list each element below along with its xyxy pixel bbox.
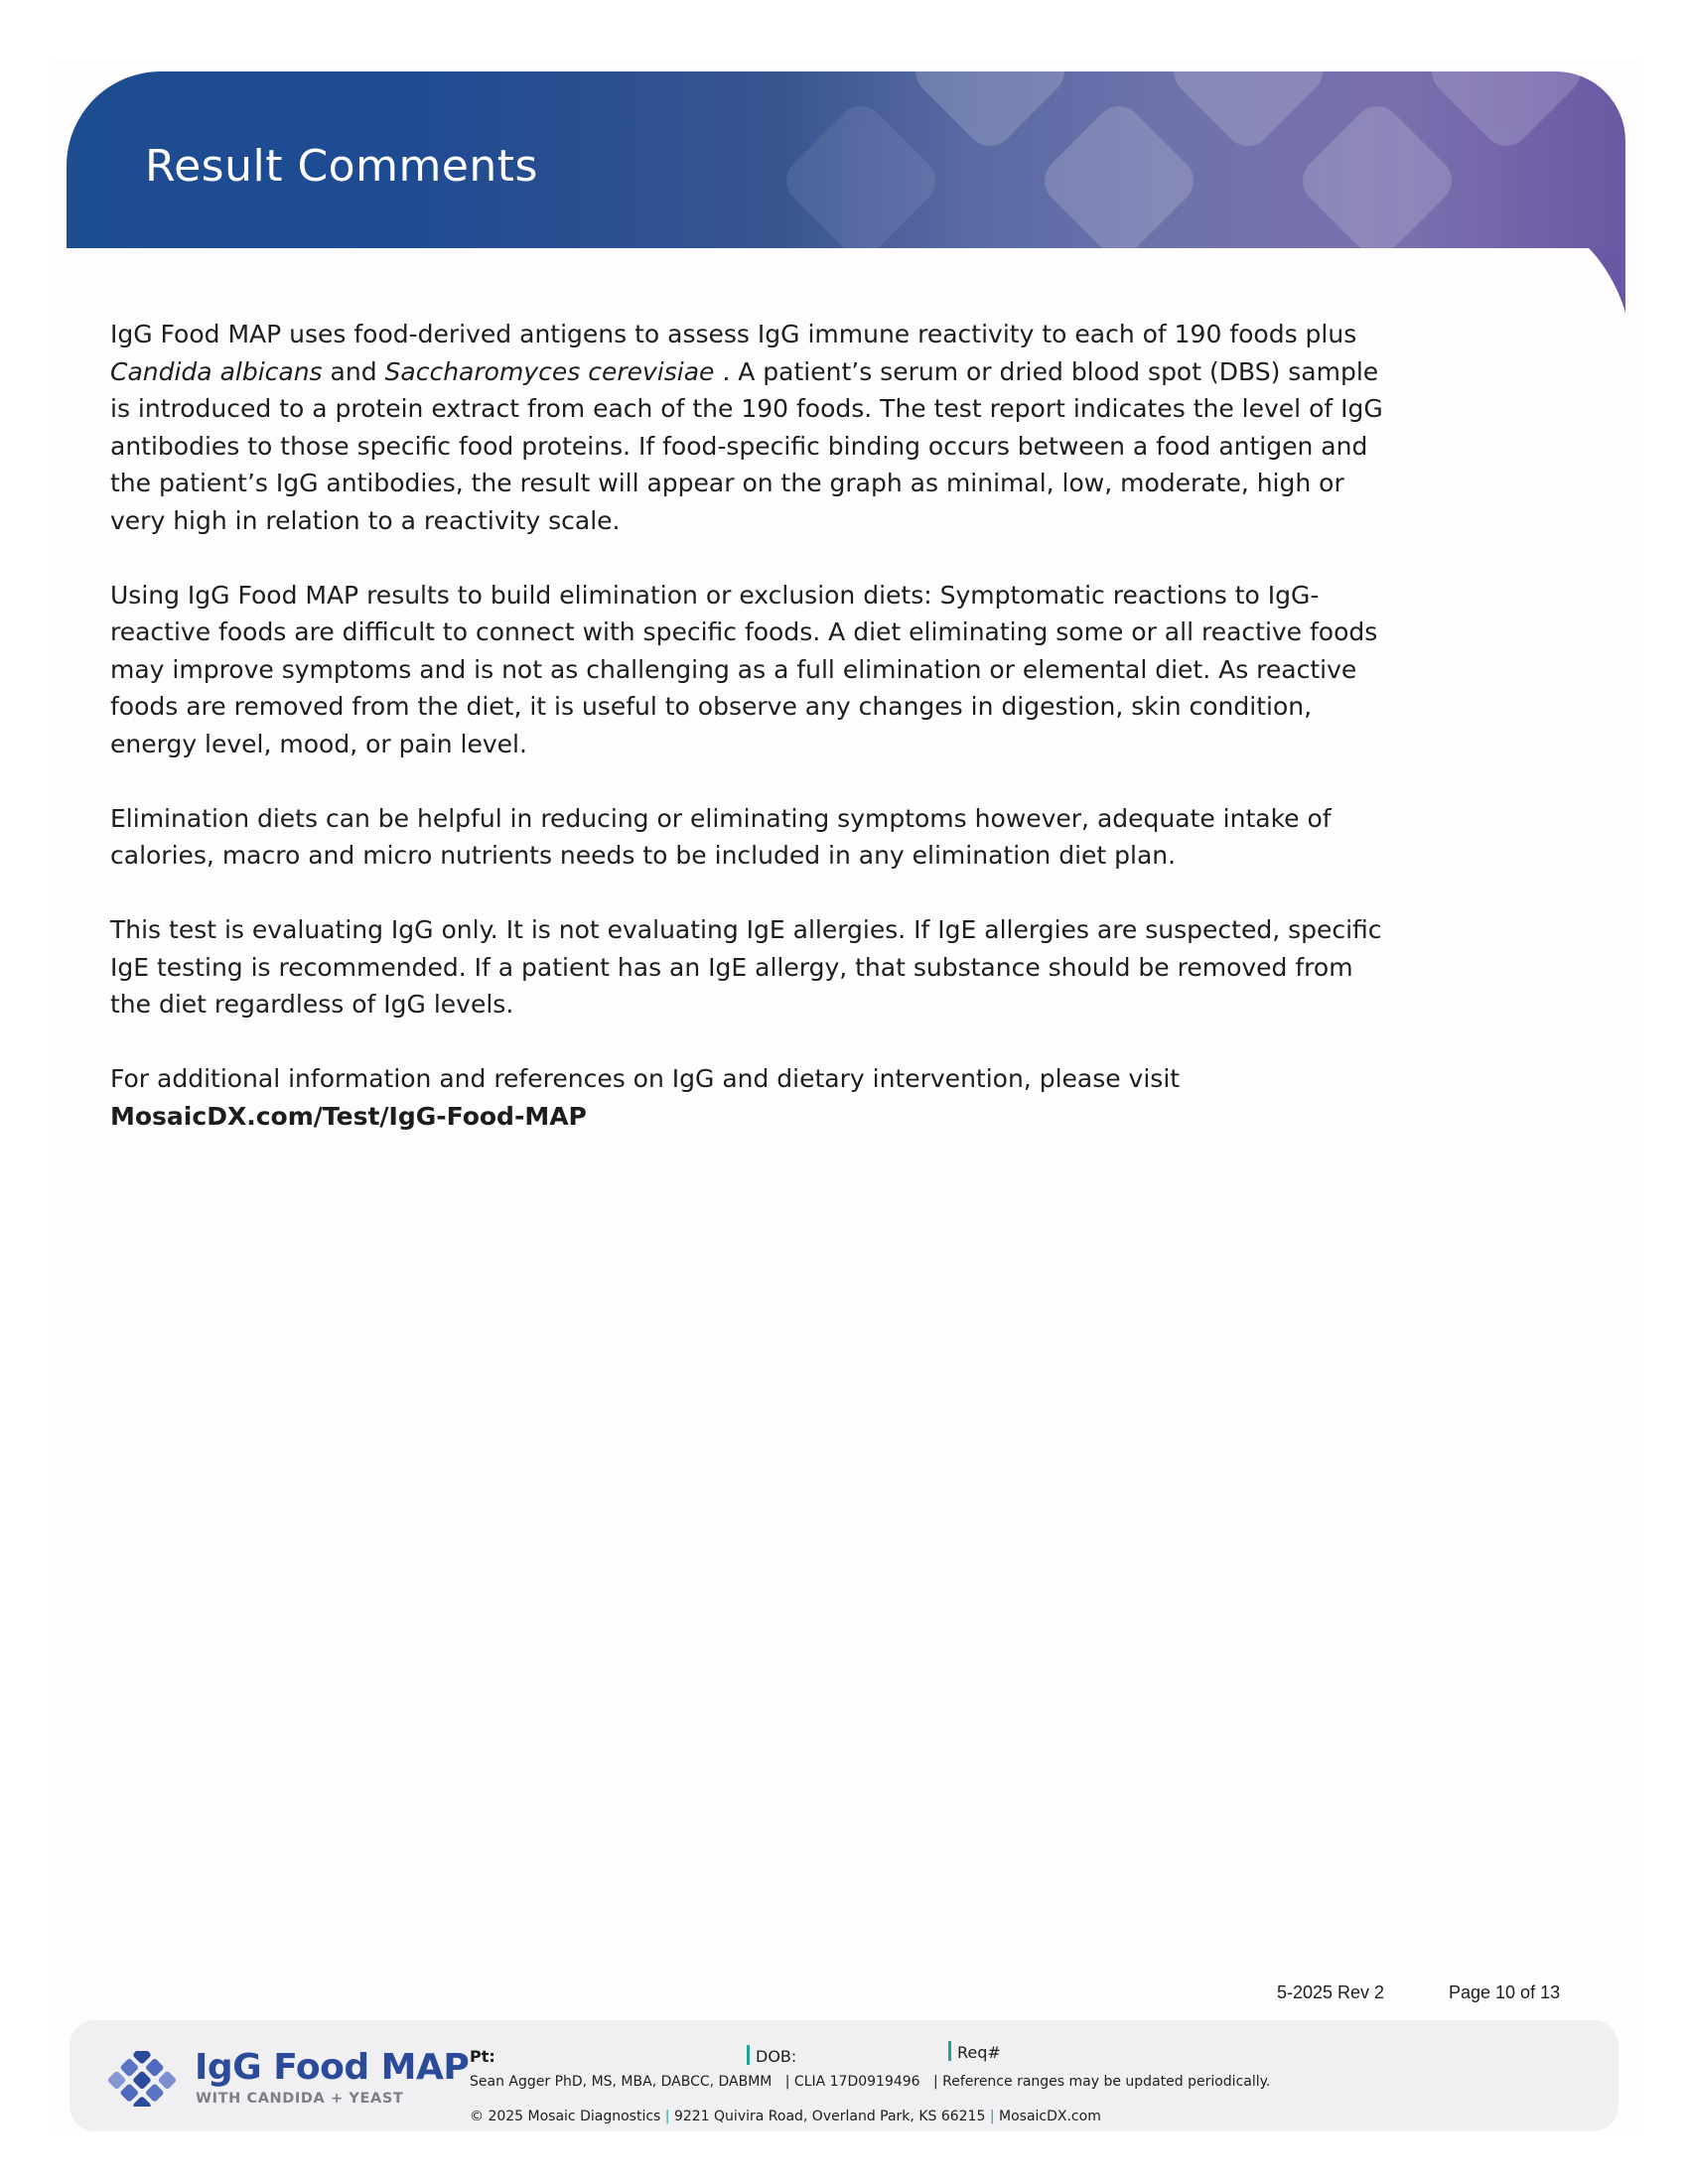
paragraph-intro: IgG Food MAP uses food-derived antigens to assess IgG immune reactivity to each of 190 foods plus Candida albicans and Saccharomyces cerevisiae . A patient’s serum or dried blood spot (DBS) sample is introduced to a protein extract from each of the 190 foods. The test report indicates the level of IgG antibodies to those specific food proteins. If food-specific binding occurs between a food antigen and the patient’s IgG antibodies, the result will appear on the graph as minimal, low, moderate, high or very high in relation to a reactivity scale. (110, 320, 1383, 535)
saccharomyces-name: Saccharomyces cerevisiae (384, 356, 715, 386)
paragraph-elimination-diets: Using IgG Food MAP results to build elimination or exclusion diets: Symptomatic reactions to IgG-reactive foods are difficult to connect with specific foods. A diet eliminating some or all reactive foods may improve symptoms and is not as challenging as a full elimination or elemental diet. As reactive foods are removed from the diet, it is useful to observe any changes in digestion, skin condition, energy level, mood, or pain level. (110, 580, 1378, 758)
page-number: Page 10 of 13 (1449, 1982, 1561, 2002)
paragraph-nutrition: Elimination diets can be helpful in reducing or eliminating symptoms however, adequate intake of calories, macro and micro nutrients needs to be included in any elimination diet plan. (110, 803, 1332, 870)
reference-ranges-note: | Reference ranges may be updated periodically. (932, 2074, 1271, 2090)
paragraph-ige-note: This test is evaluating IgG only. It is not evaluating IgE allergies. If IgE allergies are suspected, specific IgE testing is recommended. If a patient has an IgE allergy, that substance should be removed from the diet regardless of IgG levels. (110, 915, 1382, 1019)
patient-label: Pt: (470, 2047, 495, 2066)
req-divider (948, 2041, 951, 2061)
logo-subtitle: WITH CANDIDA + YEAST (196, 2091, 404, 2107)
address: 9221 Quivira Road, Overland Park, KS 66215 (673, 2109, 986, 2124)
revision-label: 5-2025 Rev 2 (1277, 1982, 1385, 2002)
copyright: © 2025 Mosaic Diagnostics (470, 2109, 661, 2124)
clia-number: | CLIA 17D0919496 (784, 2074, 920, 2090)
banner-tail (1589, 218, 1625, 313)
candida-name: Candida albicans (110, 356, 323, 386)
dob-field (747, 2045, 796, 2066)
igg-food-map-logo-icon (97, 2051, 187, 2107)
req-label: Req# (957, 2043, 1001, 2062)
footer-credentials (470, 2074, 1270, 2090)
page-title: Result Comments (145, 141, 538, 192)
dob-divider (747, 2045, 750, 2065)
paragraph-references: For additional information and references on IgG and dietary intervention, please visit MosaicDX.com/Test/IgG-Food-MAP (110, 1064, 1181, 1131)
lab-director: Sean Agger PhD, MS, MBA, DABCC, DABMM (470, 2074, 773, 2090)
logo-title: IgG Food MAP (195, 2047, 470, 2088)
website-link[interactable]: MosaicDX.com (999, 2109, 1101, 2124)
req-field (948, 2041, 1001, 2062)
references-link[interactable]: MosaicDX.com/Test/IgG-Food-MAP (110, 1101, 587, 1131)
result-comments-body (110, 316, 1401, 1172)
footer-contact: © 2025 Mosaic Diagnostics | 9221 Quivira Road, Overland Park, KS 66215 | MosaicDX.com (470, 2109, 1101, 2124)
dob-label: DOB: (756, 2047, 797, 2066)
